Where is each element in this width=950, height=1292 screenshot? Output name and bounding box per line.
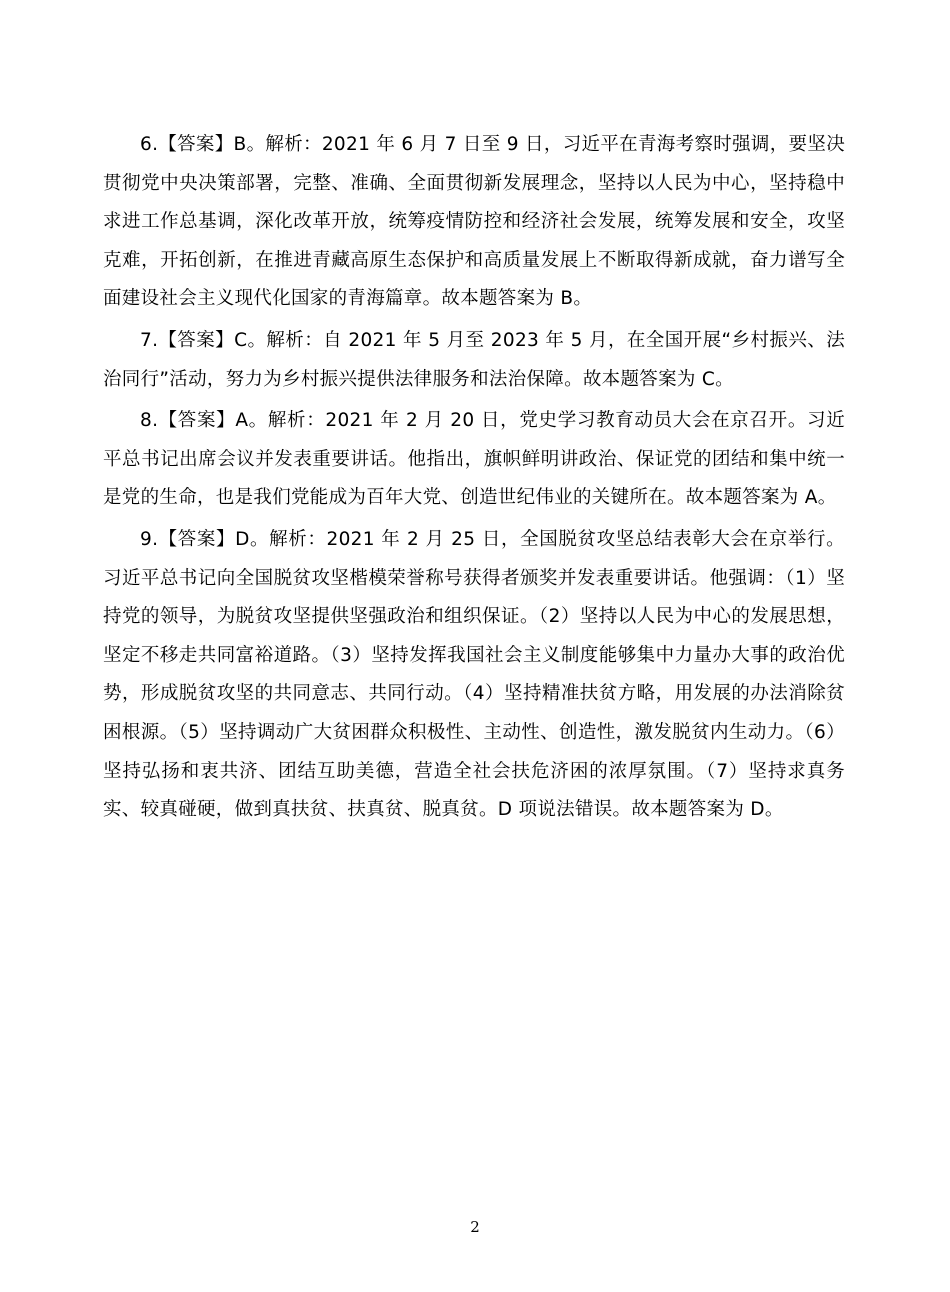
- page-number: 2: [470, 1218, 480, 1236]
- answer-paragraph-9: 9.【答案】D。解析：2021 年 2 月 25 日，全国脱贫攻坚总结表彰大会在京举行。习近平总书记向全国脱贫攻坚楷模荣誉称号获得者颁奖并发表重要讲话。他强调：（1）坚持党的领导，为脱贫攻坚提供坚强政治和组织保证。（2）坚持以人民为中心的发展思想，坚定不移走共同富裕道路。（3）坚持发挥我国社会主义制度能够集中力量办大事的政治优势，形成脱贫攻坚的共同意志、共同行动。（4）坚持精准扶贫方略，用发展的办法消除贫困根源。（5）坚持调动广大贫困群众积极性、主动性、创造性，激发脱贫内生动力。（6）坚持弘扬和衷共济、团结互助美德，营造全社会扶危济困的浓厚氛围。（7）坚持求真务实、较真碰硬，做到真扶贫、扶真贫、脱真贫。D 项说法错误。故本题答案为 D。: [103, 528, 845, 821]
- answer-paragraph-6: 6.【答案】B。解析：2021 年 6 月 7 日至 9 日，习近平在青海考察时强调，要坚决贯彻党中央决策部署，完整、准确、全面贯彻新发展理念，坚持以人民为中心，坚持稳中求进工作总基调，深化改革开放，统筹疫情防控和经济社会发展，统筹发展和安全，攻坚克难，开拓创新，在推进青藏高原生态保护和高质量发展上不断取得新成就，奋力谱写全面建设社会主义现代化国家的青海篇章。故本题答案为 B。: [103, 134, 845, 310]
- document-body: [103, 126, 845, 833]
- answer-paragraph-8: 8.【答案】A。解析：2021 年 2 月 20 日，党史学习教育动员大会在京召开。习近平总书记出席会议并发表重要讲话。他指出，旗帜鲜明讲政治、保证党的团结和集中统一是党的生命，也是我们党能成为百年大党、创造世纪伟业的关键所在。故本题答案为 A。: [103, 410, 845, 509]
- answer-paragraph-7: 7.【答案】C。解析：自 2021 年 5 月至 2023 年 5 月，在全国开展“乡村振兴、法治同行”活动，努力为乡村振兴提供法律服务和法治保障。故本题答案为 C。: [103, 329, 845, 390]
